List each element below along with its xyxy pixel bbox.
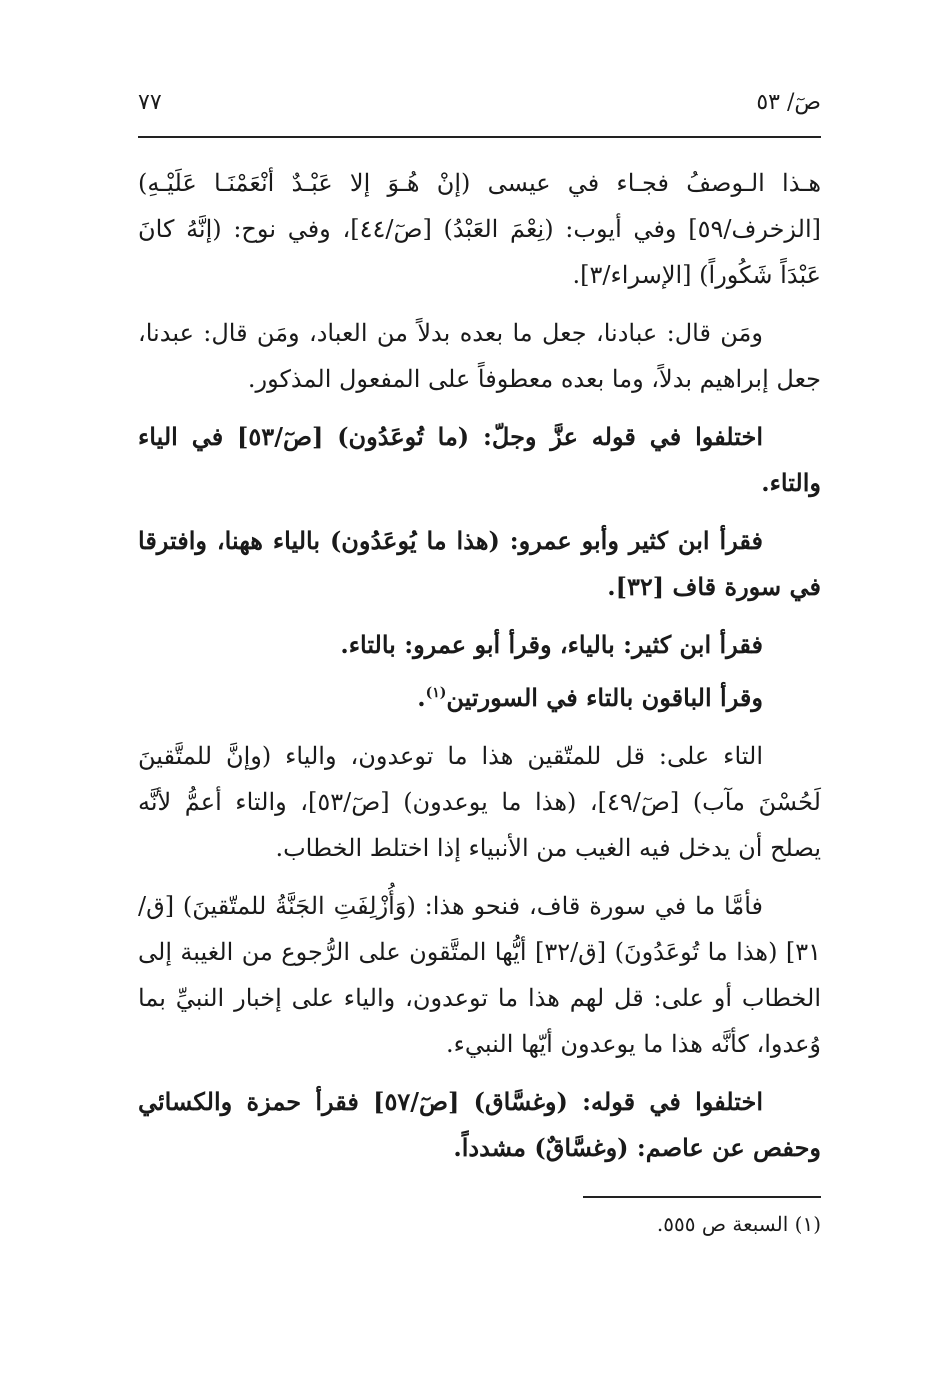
page-header xyxy=(138,80,821,136)
paragraph-reading xyxy=(138,670,821,721)
main-text xyxy=(138,160,821,1179)
paragraph-heading: اختلفوا في قوله عزَّ وجلّ: (ما تُوعَدُون) [صٓ/٥٣] في الياء والتاء. xyxy=(138,422,821,497)
paragraph: ومَن قال: عبادنا، جعل ما بعده بدلاً من العباد، ومَن قال: عبدنا، جعل إبراهيم بدلاً، وما بعده معطوفاً على المفعول المذكور. xyxy=(138,319,821,393)
paragraph-reading: فقرأ ابن كثير: بالياء، وقرأ أبو عمرو: بالتاء. xyxy=(340,630,763,659)
footnote-divider xyxy=(583,1196,821,1198)
paragraph-text: وقرأ الباقون بالتاء في السورتين xyxy=(446,683,763,712)
paragraph-reading: فقرأ ابن كثير وأبو عمرو: (هذا ما يُوعَدُون) بالياء ههنا، وافترقا في سورة قاف [٣٢]. xyxy=(138,526,821,601)
footnote: (١) السبعة ص ٥٥٥. xyxy=(656,1212,821,1236)
paragraph: التاء على: قل للمتّقين هذا ما توعدون، والياء (وإنَّ للمتَّقينَ لَحُسْنَ مآب) [صٓ/٤٩]، (هذا ما يوعدون) [صٓ/٥٣]، والتاء أعمُّ لأنَّه يصلح أن يدخل فيه الغيب من الأنبياء إذا اختلط الخطاب. xyxy=(138,742,821,862)
page-number: ٧٧ xyxy=(138,90,162,115)
paragraph-tail: . xyxy=(417,683,426,712)
paragraph: هـذا الـوصفُ فجـاء في عيسى (إنْ هُـوَ إلا عَبْـدٌ أنْعَمْنَـا عَلَيْـهِ) [الزخرف/٥٩] وفي أيوب: (نِعْمَ العَبْدُ) [صٓ/٤٤]، وفي نوح: (إنَّهُ كانَ عَبْدَاً شَكُوراً) [الإسراء/٣]. xyxy=(138,169,821,289)
paragraph: فأمَّا ما في سورة قاف، فنحو هذا: (وَأُزْلِفَتِ الجَنَّةُ للمتّقينَ) [ق/٣١] (هذا ما تُوعَدُونَ) [ق/٣٢] أيُّها المتَّقون على الرُّجوع من الغيبة إلى الخطاب أو على: قل لهم هذا ما توعدون، والياء على إخبار النبيِّ بما وُعدوا، كأنَّه هذا ما يوعدون أيّها النبيء. xyxy=(138,892,821,1058)
footnote-marker[interactable]: (١) xyxy=(425,685,447,701)
surah-verse-reference: صٓ/ ٥٣ xyxy=(756,90,821,115)
paragraph-heading: اختلفوا في قوله: (وغسَّاق) [صٓ/٥٧] فقرأ حمزة والكسائي وحفص عن عاصم: (وغسَّاقٌ) مشدداً. xyxy=(138,1087,821,1162)
header-divider xyxy=(138,136,821,138)
